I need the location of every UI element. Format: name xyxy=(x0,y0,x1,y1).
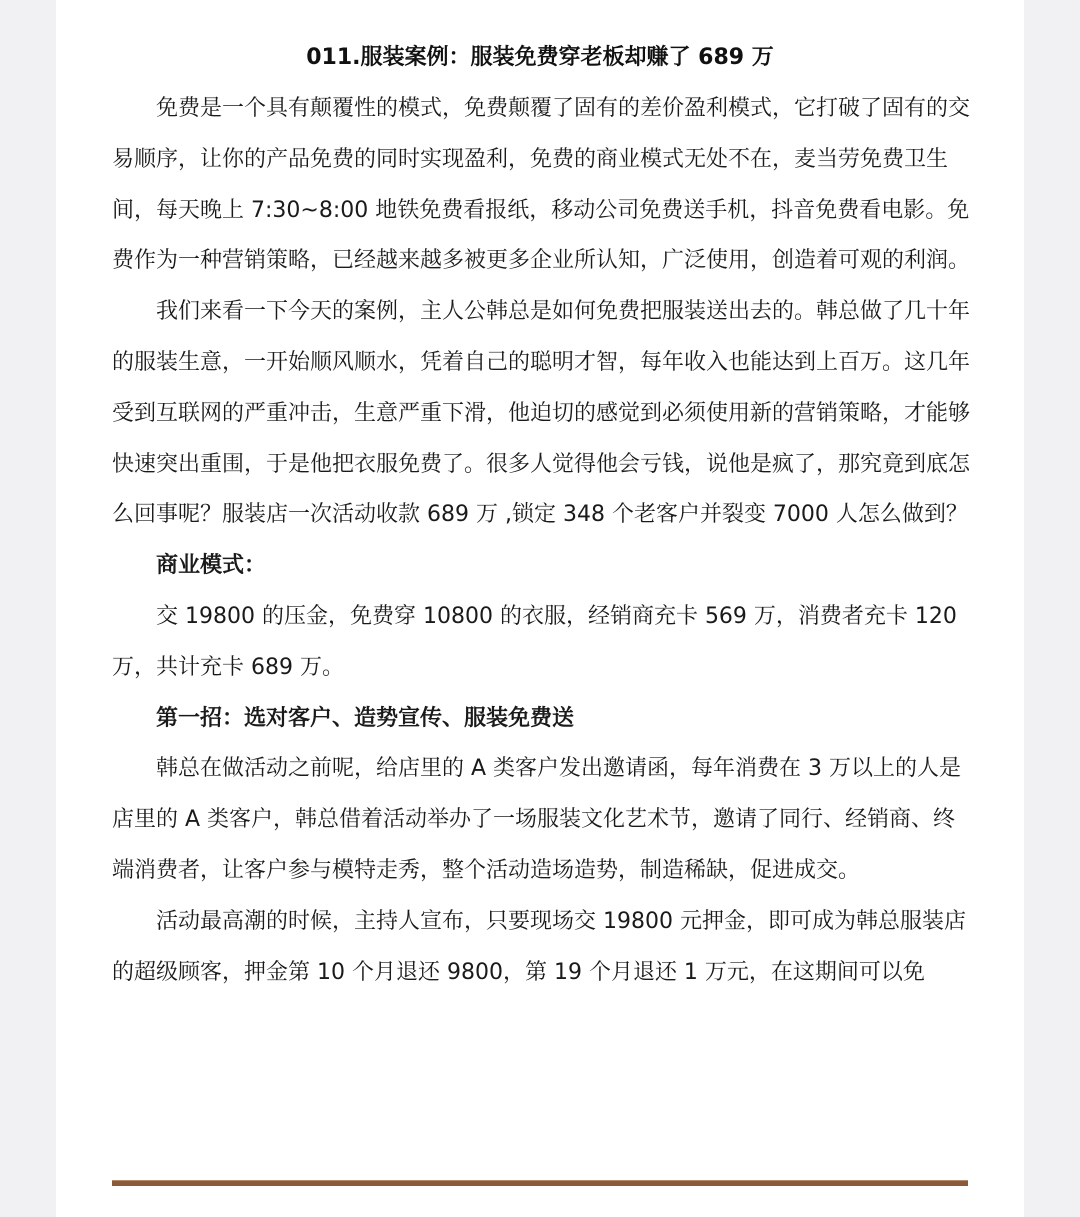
paragraph-intro: 免费是一个具有颠覆性的模式，免费颠覆了固有的差价盈利模式，它打破了固有的交易顺序，让你的产品免费的同时实现盈利，免费的商业模式无处不在，麦当劳免费卫生间，每天晚上 7:30~8:00 地铁免费看报纸，移动公司免费送手机，抖音免费看电影。免费作为一种营销策略，已经越来越多被更多企业所认知，广泛使用，创造着可观的利润。 xyxy=(112,96,971,274)
document-title: 011.服装案例：服装免费穿老板却赚了 689 万 xyxy=(306,45,774,70)
section-heading-business-model: 商业模式： xyxy=(156,553,267,579)
paragraph-case: 我们来看一下今天的案例，主人公韩总是如何免费把服装送出去的。韩总做了几十年的服装生意，一开始顺风顺水，凭着自己的聪明才智，每年收入也能达到上百万。这几年受到互联网的严重冲击，生意严重下滑，他迫切的感觉到必须使用新的营销策略，才能够快速突出重围，于是他把衣服免费了。很多人觉得他会亏钱，说他是疯了，那究竟到底怎么回事呢？服装店一次活动收款 689 万 ,锁定 348 个老客户并裂变 7000 人怎么做到？ xyxy=(112,299,971,528)
document-body xyxy=(112,84,972,998)
footer-divider xyxy=(112,1180,968,1186)
paragraph-business-model: 交 19800 的压金，免费穿 10800 的衣服，经销商充卡 569 万，消费者充卡 120 万，共计充卡 689 万。 xyxy=(112,603,957,680)
paragraph-first-move-2: 活动最高潮的时候，主持人宣布，只要现场交 19800 元押金，即可成为韩总服装店的超级顾客，押金第 10 个月退还 9800，第 19 个月退还 1 万元，在这期间可以免 xyxy=(112,908,966,985)
paragraph-first-move-1: 韩总在做活动之前呢，给店里的 A 类客户发出邀请函，每年消费在 3 万以上的人是店里的 A 类客户，韩总借着活动举办了一场服装文化艺术节，邀请了同行、经销商、终端消费者，让客户参与模特走秀，整个活动造场造势，制造稀缺，促进成交。 xyxy=(112,756,962,883)
document-page xyxy=(56,0,1024,1217)
section-heading-first-move: 第一招：选对客户、造势宣传、服装免费送 xyxy=(156,705,575,731)
